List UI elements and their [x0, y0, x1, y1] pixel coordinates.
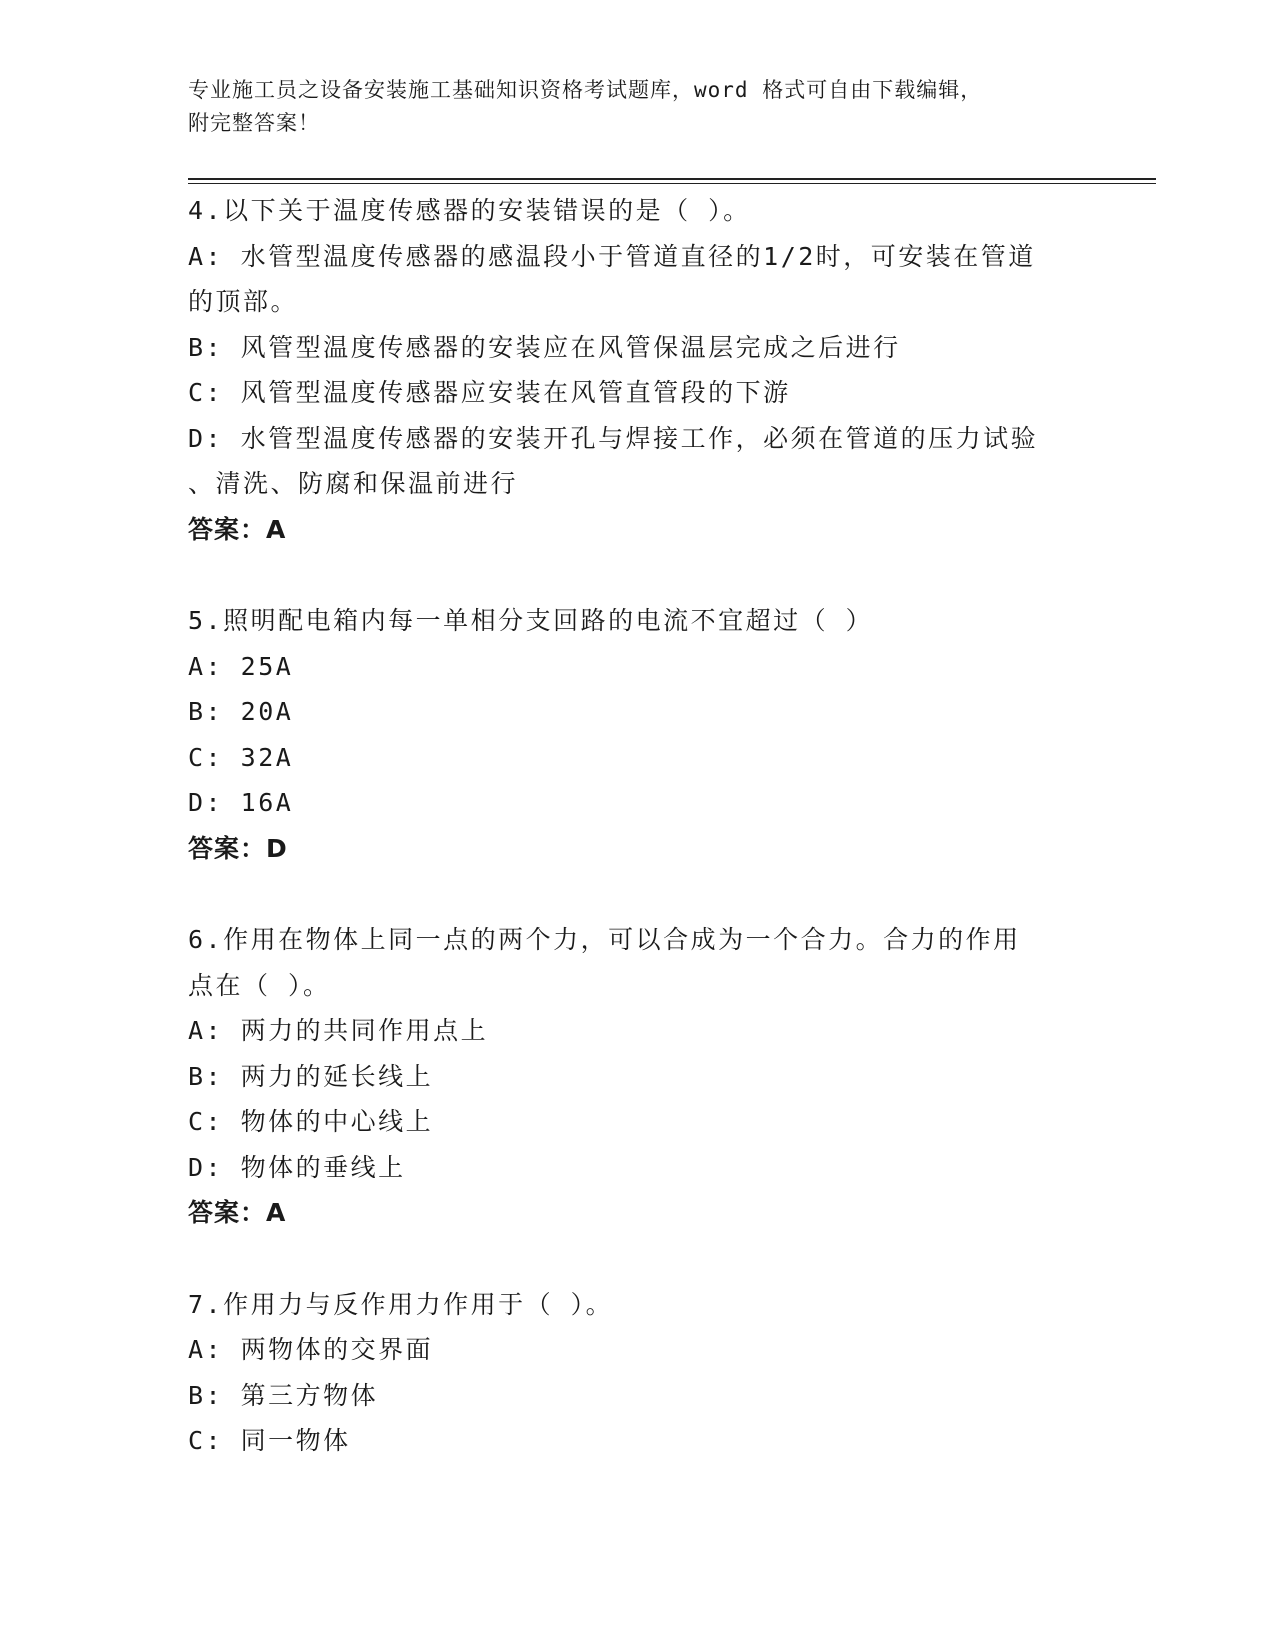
- question-spacer: [188, 1236, 1088, 1282]
- question-block: [188, 188, 1088, 552]
- question-stem: 4.以下关于温度传感器的安装错误的是（ ）。: [188, 196, 751, 225]
- question-stem: 7.作用力与反作用力作用于（ ）。: [188, 1289, 614, 1319]
- option-b: B: 20A: [188, 697, 294, 726]
- option-a: A: 两物体的交界面: [188, 1335, 434, 1364]
- option-b: B: 第三方物体: [188, 1380, 379, 1410]
- question-stem-continued: 点在（ ）。: [188, 970, 331, 1000]
- question-block: [188, 917, 1088, 1236]
- option-a: A: 两力的共同作用点上: [188, 1016, 489, 1045]
- answer-label: 答案：D: [188, 833, 288, 863]
- option-a: A: 25A: [188, 651, 294, 681]
- header-divider-thick: [188, 178, 1156, 180]
- question-spacer: [188, 552, 1088, 598]
- option-b: B: 风管型温度传感器的安装应在风管保温层完成之后进行: [188, 332, 901, 362]
- question-block: [188, 598, 1088, 871]
- document-header: [188, 74, 1088, 140]
- answer-label: 答案：A: [188, 514, 287, 544]
- option-c: C: 物体的中心线上: [188, 1107, 434, 1136]
- header-divider-thin: [188, 183, 1156, 184]
- option-d: D: 水管型温度传感器的安装开孔与焊接工作，必须在管道的压力试验: [188, 423, 1039, 453]
- option-c: C: 32A: [188, 742, 294, 772]
- option-c: C: 同一物体: [188, 1426, 351, 1455]
- option-a-continued: 的顶部。: [188, 287, 299, 316]
- question-block: [188, 1282, 1088, 1464]
- option-d: D: 物体的垂线上: [188, 1152, 406, 1182]
- header-line: 专业施工员之设备安装施工基础知识资格考试题库，word 格式可自由下载编辑，: [188, 78, 983, 102]
- option-a: A: 水管型温度传感器的感温段小于管道直径的1/2时，可安装在管道: [188, 241, 1036, 271]
- header-line: 附完整答案！: [188, 111, 320, 135]
- question-spacer: [188, 871, 1088, 917]
- option-c: C: 风管型温度传感器应安装在风管直管段的下游: [188, 378, 791, 407]
- option-d-continued: 、清洗、防腐和保温前进行: [188, 469, 519, 498]
- question-stem: 5.照明配电箱内每一单相分支回路的电流不宜超过（ ）: [188, 606, 874, 635]
- question-list: [188, 188, 1088, 1464]
- option-d: D: 16A: [188, 788, 294, 817]
- question-stem: 6.作用在物体上同一点的两个力，可以合成为一个合力。合力的作用: [188, 925, 1021, 954]
- answer-label: 答案：A: [188, 1198, 287, 1227]
- option-b: B: 两力的延长线上: [188, 1061, 434, 1091]
